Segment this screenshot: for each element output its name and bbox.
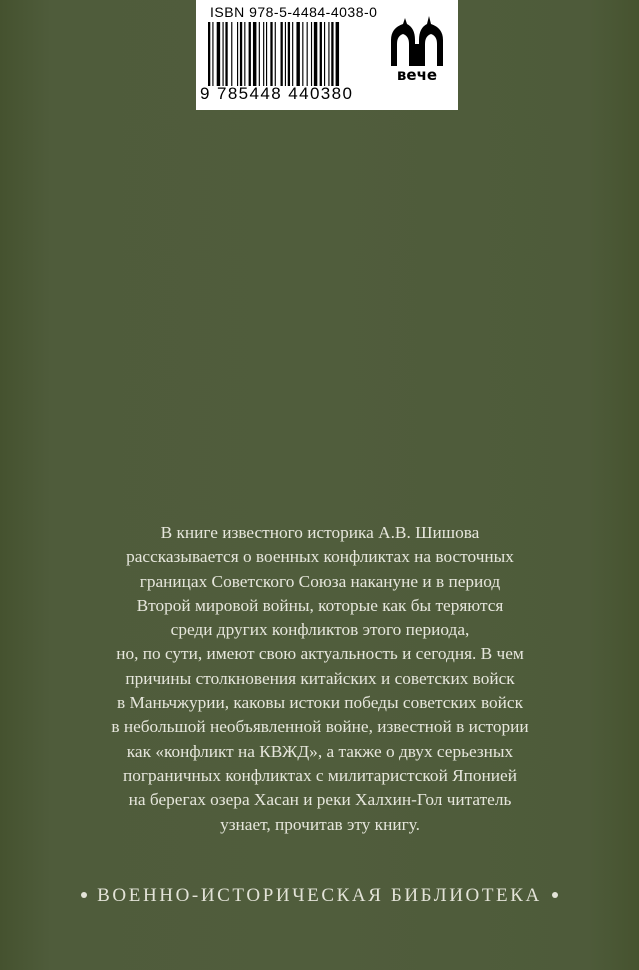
barcode-bar [324,22,325,86]
barcode-bar [307,22,308,86]
bullet-right-icon [552,892,558,898]
barcode-bar [231,22,232,86]
description-line: в Маньчжурии, каковы истоки победы советских войск [117,693,523,713]
barcode-bar [208,22,210,86]
barcode-bar [302,22,303,86]
series-title [0,885,639,907]
barcode-bar [296,22,299,86]
barcode-bar [320,22,322,86]
bullet-left-icon [81,892,87,898]
description-line: как «конфликт на КВЖД», а также о двух серьезных [126,741,514,761]
barcode-bar [212,22,213,86]
barcode-bar [225,22,227,86]
barcode-bar [275,22,276,86]
publisher-logo [385,14,449,84]
barcode-bar [217,22,220,86]
publisher-name: вече [396,66,438,84]
isbn-label: ISBN 978-5-4484-4038-0 [210,4,378,20]
barcode-bar [311,22,312,86]
description-line: но, по сути, имеют свою актуальность и сегодня. В чем [116,644,524,664]
description-line: в небольшой необъявленной войне, известной в истории [111,717,529,737]
barcode-bar [314,22,317,86]
barcode-bar [288,22,290,86]
barcode-bar [253,22,256,86]
barcode-bar [259,22,260,86]
barcode-bar [263,22,264,86]
description-line: на берегах озера Хасан и реки Халхин-Гол читатель [128,790,512,810]
kremlin-tower-icon [385,14,449,68]
barcode-bar [285,22,286,86]
barcode-bar [244,22,245,86]
description-line: Второй мировой войны, которые как бы теряются [136,595,504,615]
description-line: пограничных конфликтах с милитаристской Японией [123,765,517,785]
barcode-bar [336,22,339,86]
description-line: узнает, прочитав эту книгу. [220,814,420,834]
barcode-bar [240,22,242,86]
barcode-bar [249,22,251,86]
barcode-bar [270,22,272,86]
barcode-bar [331,22,333,86]
barcode-bar [328,22,329,86]
description-line: границах Советского Союза накануне и в период [139,571,501,591]
barcode-bar [223,22,224,86]
description-line: среди других конфликтов этого периода, [170,620,470,640]
book-description [60,521,580,837]
description-line: В книге известного историка А.В. Шишова [160,523,480,542]
barcode-bar [237,22,238,86]
barcode-panel [196,0,458,110]
series-title-text: ВОЕННО-ИСТОРИЧЕСКАЯ БИБЛИОТЕКА [97,885,542,906]
description-line: причины столкновения китайских и советских войск [125,668,515,688]
barcode-bar [292,22,293,86]
description-line: рассказывается о военных конфликтах на восточных [126,547,514,567]
barcode-bar [281,22,283,86]
barcode-bars [208,22,378,86]
barcode-bar [266,22,267,86]
barcode-digits: 9 785448 440380 [200,84,354,103]
